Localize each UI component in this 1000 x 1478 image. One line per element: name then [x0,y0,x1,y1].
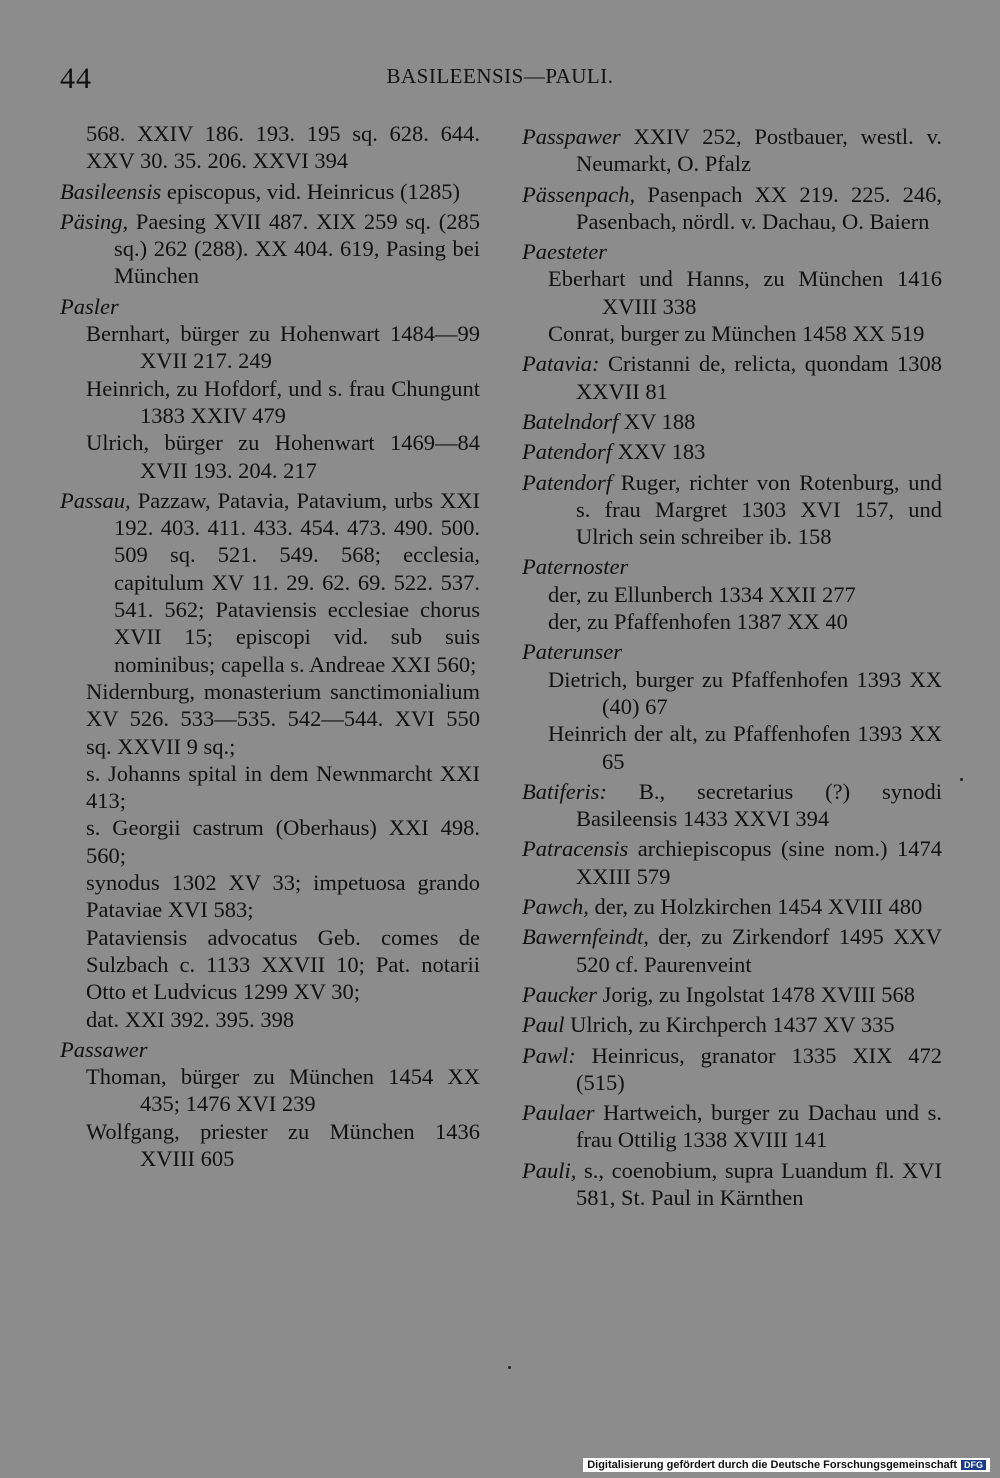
index-entry [522,1099,942,1154]
entry-keyword: Batiferis: [522,778,607,804]
entry-keyword: Patendorf [522,469,612,495]
entry-text: Thoman, bürger zu München 1454 XX 435; 1476 XVI 239 [86,1064,480,1117]
index-entry [60,924,480,1006]
entry-text: Wolfgang, priester zu München 1436 XVIII 605 [86,1118,480,1171]
entry-keyword: Patracensis [522,836,629,862]
index-entry [522,123,942,178]
index-entry [60,678,480,760]
entry-keyword: Pawch, [522,894,589,920]
index-entry [522,608,942,635]
entry-text: Eberhart und Hanns, zu München 1416 XVIII 338 [548,266,942,319]
index-entry [60,293,480,320]
index-entry [522,1011,942,1038]
entry-text: Ruger, richter von Rotenburg, und s. frau Margret 1303 XVI 157, und Ulrich sein schreiber ib. 158 [576,469,942,550]
index-entry [522,320,942,347]
entry-text: s. Johanns spital in dem Newnmarcht XXI 413; [86,760,480,814]
index-entry [522,469,942,551]
entry-keyword: Pässenpach, [522,181,636,207]
index-entry [522,438,942,465]
index-entry [60,429,480,484]
index-entry [60,814,480,869]
digitization-credit [583,1458,990,1472]
scan-speck [508,1366,511,1369]
entry-text: s. Georgii castrum (Oberhaus) XXI 498. 560; [86,815,480,868]
entry-text: Heinrich, zu Hofdorf, und s. frau Chungunt 1383 XXIV 479 [86,375,480,428]
entry-keyword: Passawer [60,1036,148,1062]
index-entry [60,1036,480,1063]
entry-text: Heinrich der alt, zu Pfaffenhofen 1393 XX 65 [548,721,942,774]
entry-text: dat. XXI 392. 395. 398 [86,1006,295,1032]
index-entry [522,265,942,320]
dfg-logo-icon: DFG [961,1460,986,1470]
entry-text: 568. XXIV 186. 193. 195 sq. 628. 644. XXV 30. 35. 206. XXVI 394 [86,121,480,174]
index-entry [522,893,942,920]
left-column [60,120,480,1172]
index-entry [60,760,480,815]
entry-text: Conrat, burger zu München 1458 XX 519 [548,321,925,347]
index-entry [522,720,942,775]
page-number: 44 [60,62,92,95]
entry-keyword: Passpawer [522,124,621,149]
entry-keyword: Paul [522,1012,565,1038]
entry-keyword: Päsing, [60,208,129,234]
entry-text: Bernhart, bürger zu Hohenwart 1484—99 XVII 217. 249 [86,321,480,374]
index-entry [60,487,480,678]
entry-keyword: Paternoster [522,554,629,580]
index-entry [522,778,942,833]
entry-text: Jorig, zu Ingolstat 1478 XVIII 568 [596,981,916,1007]
entry-keyword: Basileensis [60,178,162,204]
scan-speck [960,778,963,781]
index-entry [60,320,480,375]
entry-keyword: Patendorf [522,439,612,465]
index-entry [522,238,942,265]
index-entry [60,1118,480,1173]
index-entry [522,666,942,721]
entry-text: XXV 183 [612,439,706,465]
entry-keyword: Patavia: [522,351,600,377]
entry-keyword: Paterunser [522,639,622,665]
running-head: BASILEENSIS—PAULI. [386,64,614,88]
entry-keyword: Pauli, [522,1157,577,1183]
index-entry [522,581,942,608]
entry-text: Pazzaw, Patavia, Patavium, urbs XXI 192. 403. 411. 433. 454. 473. 490. 500. 509 sq. 521. 549. 568; ecclesia, capitulum XV 11. 29. 62. 69. 522. 537. 541. 562; Pataviensis ecclesiae chorus XVII 15; episcopi vid. sub suis nominibus; capella s. Andreae XXI 560; [114,487,480,677]
entry-text: der, zu Pfaffenhofen 1387 XX 40 [548,609,848,635]
entry-text: Ulrich, bürger zu Hohenwart 1469—84 XVII 193. 204. 217 [86,430,480,483]
index-entry [522,835,942,890]
entry-keyword: Bawernfeindt, [522,924,649,950]
index-entry [522,638,942,665]
right-column [522,120,942,1211]
entry-text: B., secretarius (?) synodi Basileensis 1433 XXVI 394 [576,778,942,832]
index-entry [522,981,942,1008]
index-entry [60,869,480,924]
index-entry [522,553,942,580]
entry-keyword: Paucker [522,981,597,1007]
entry-keyword: Paulaer [522,1100,595,1126]
entry-text: Cristanni de, relicta, quondam 1308 XXVII 81 [576,351,942,404]
entry-text: s., coenobium, supra Luandum fl. XVI 581, St. Paul in Kärnthen [576,1157,942,1210]
entry-text: XXIV 252, Postbauer, westl. v. Neumarkt, O. Pfalz [576,124,942,177]
entry-text: Dietrich, burger zu Pfaffenhofen 1393 XX (40) 67 [548,666,942,719]
index-entry [60,1006,480,1033]
entry-text: Heinricus, granator 1335 XIX 472 (515) [575,1042,942,1095]
credit-text: Digitalisierung gefördert durch die Deutsche Forschungsgemeinschaft [587,1459,957,1471]
index-entry [522,181,942,236]
entry-text: der, zu Holzkirchen 1454 XVIII 480 [588,894,923,920]
entry-text: Nidernburg, monasterium sanctimonialium XV 526. 533—535. 542—544. XVI 550 sq. XXVII 9 sq.; [86,678,480,759]
entry-text: Hartweich, burger zu Dachau und s. frau Ottilig 1338 XVIII 141 [576,1100,942,1153]
entry-text: der, zu Zirkendorf 1495 XXV 520 cf. Paurenveint [576,924,942,977]
index-entry [522,1157,942,1212]
entry-keyword: Pasler [60,293,119,319]
index-entry [522,1042,942,1097]
entry-text: synodus 1302 XV 33; impetuosa grando Pataviae XVI 583; [86,870,480,923]
index-entry [522,350,942,405]
index-entry [60,208,480,290]
entry-text: Paesing XVII 487. XIX 259 sq. (285 sq.) 262 (288). XX 404. 619, Pasing bei München [114,208,480,289]
index-entry [60,375,480,430]
entry-text: Pataviensis advocatus Geb. comes de Sulzbach c. 1133 XXVII 10; Pat. notarii Otto et Ludvicus 1299 XV 30; [86,924,480,1005]
index-entry [60,178,480,205]
index-entry [60,120,480,175]
entry-text: der, zu Ellunberch 1334 XXII 277 [548,581,856,607]
entry-text: Pasenpach XX 219. 225. 246, Pasenbach, nördl. v. Dachau, O. Baiern [576,181,942,234]
entry-keyword: Paesteter [522,239,607,265]
entry-text: XV 188 [618,408,696,434]
entry-keyword: Pawl: [522,1042,576,1068]
entry-keyword: Passau, [60,487,131,513]
index-entry [522,408,942,435]
entry-text: episcopus, vid. Heinricus (1285) [161,178,460,204]
entry-text: Ulrich, zu Kirchperch 1437 XV 335 [564,1012,895,1038]
entry-keyword: Batelndorf [522,408,619,434]
entry-text: archiepiscopus (sine nom.) 1474 XXIII 579 [576,836,942,889]
index-entry [522,923,942,978]
index-entry [60,1063,480,1118]
